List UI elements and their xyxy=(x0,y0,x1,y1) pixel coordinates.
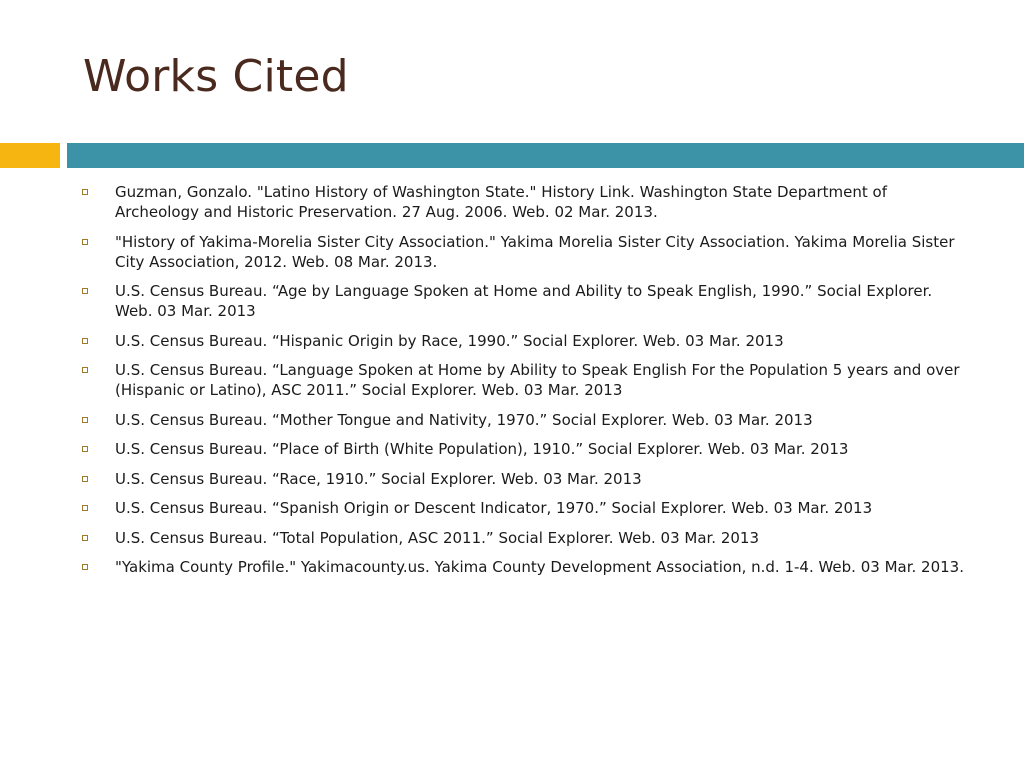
slide-title: Works Cited xyxy=(83,51,349,102)
citation-item xyxy=(0,469,1024,489)
citation-item xyxy=(0,557,1024,577)
citation-text: U.S. Census Bureau. “Mother Tongue and Nativity, 1970.” Social Explorer. Web. 03 Mar. 2013 xyxy=(115,410,813,429)
citation-item xyxy=(0,232,1024,272)
hollow-square-bullet-icon xyxy=(82,564,88,570)
hollow-square-bullet-icon xyxy=(82,367,88,373)
hollow-square-bullet-icon xyxy=(82,535,88,541)
hollow-square-bullet-icon xyxy=(82,417,88,423)
citation-text: "History of Yakima-Morelia Sister City Association." Yakima Morelia Sister City Association. Yakima Morelia Sister City Association, 2012. Web. 08 Mar. 2013. xyxy=(115,232,955,271)
citation-text: U.S. Census Bureau. “Total Population, ASC 2011.” Social Explorer. Web. 03 Mar. 2013 xyxy=(115,528,760,547)
citation-text: "Yakima County Profile." Yakimacounty.us. Yakima County Development Association, n.d. 1-4. Web. 03 Mar. 2013. xyxy=(115,558,964,576)
title-divider-bar xyxy=(67,143,1024,168)
title-accent-bar xyxy=(0,143,60,168)
hollow-square-bullet-icon xyxy=(82,446,88,452)
citation-text: Guzman, Gonzalo. "Latino History of Washington State." History Link. Washington State Department of Archeology and Historic Preservation. 27 Aug. 2006. Web. 02 Mar. 2013. xyxy=(115,183,887,221)
hollow-square-bullet-icon xyxy=(82,288,88,294)
citation-item xyxy=(0,331,1024,351)
citation-item xyxy=(0,528,1024,548)
citation-item xyxy=(0,360,1024,400)
hollow-square-bullet-icon xyxy=(82,189,88,195)
citation-text: U.S. Census Bureau. “Spanish Origin or Descent Indicator, 1970.” Social Explorer. Web. 03 Mar. 2013 xyxy=(115,499,873,517)
hollow-square-bullet-icon xyxy=(82,239,88,245)
citation-list xyxy=(0,182,1024,587)
citation-text: U.S. Census Bureau. “Hispanic Origin by Race, 1990.” Social Explorer. Web. 03 Mar. 2013 xyxy=(115,331,784,350)
hollow-square-bullet-icon xyxy=(82,476,88,482)
hollow-square-bullet-icon xyxy=(82,505,88,511)
citation-text: U.S. Census Bureau. “Race, 1910.” Social Explorer. Web. 03 Mar. 2013 xyxy=(115,469,642,488)
citation-text: U.S. Census Bureau. “Age by Language Spoken at Home and Ability to Speak English, 1990.” Social Explorer. Web. 03 Mar. 2013 xyxy=(115,282,933,320)
hollow-square-bullet-icon xyxy=(82,338,88,344)
citation-item xyxy=(0,439,1024,459)
citation-item xyxy=(0,182,1024,222)
citation-item xyxy=(0,410,1024,430)
citation-item xyxy=(0,498,1024,518)
citation-text: U.S. Census Bureau. “Place of Birth (White Population), 1910.” Social Explorer. Web. 03 Mar. 2013 xyxy=(115,440,849,458)
citation-item xyxy=(0,281,1024,321)
citation-text: U.S. Census Bureau. “Language Spoken at Home by Ability to Speak English For the Population 5 years and over (Hispanic or Latino), ASC 2011.” Social Explorer. Web. 03 Mar. 2013 xyxy=(115,361,960,399)
